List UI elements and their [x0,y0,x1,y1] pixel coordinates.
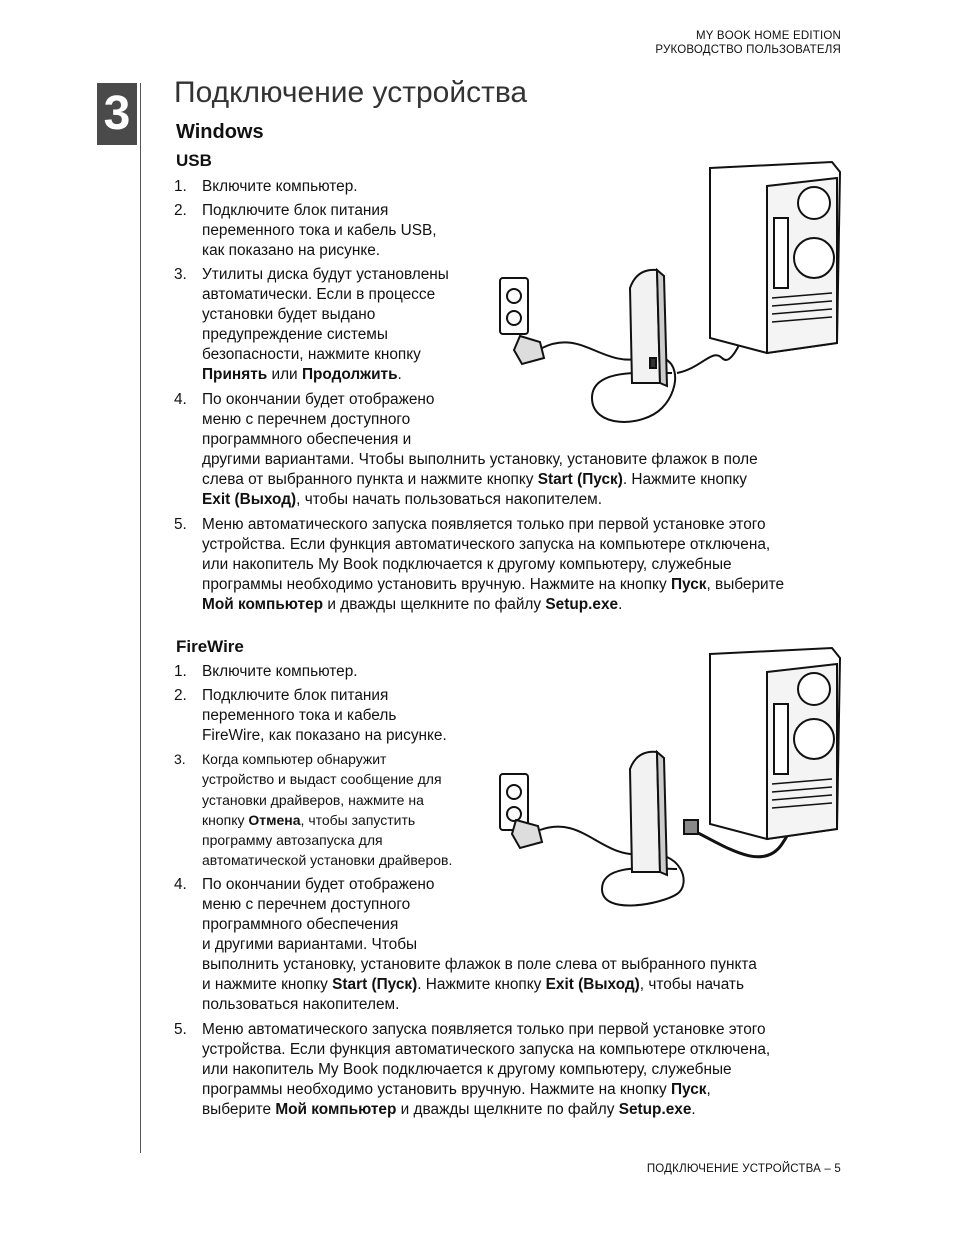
header-manual: РУКОВОДСТВО ПОЛЬЗОВАТЕЛЯ [655,44,841,56]
page-footer: ПОДКЛЮЧЕНИЕ УСТРОЙСТВА – 5 [646,1163,841,1175]
page-title: Подключение устройства [174,76,528,109]
power-adapter-icon [512,820,542,848]
running-header [655,29,841,57]
subsection-heading-firewire: FireWire [176,637,244,656]
margin-rule [140,83,141,1153]
firewire-connection-illustration [492,644,852,919]
power-adapter-icon [514,336,544,364]
section-heading-windows: Windows [176,121,264,143]
chapter-number-badge: 3 [97,83,137,145]
subsection-heading-usb: USB [176,151,212,170]
mybook-drive-icon [630,752,660,872]
usb-connection-illustration [492,158,852,433]
header-product: MY BOOK HOME EDITION [696,30,841,42]
